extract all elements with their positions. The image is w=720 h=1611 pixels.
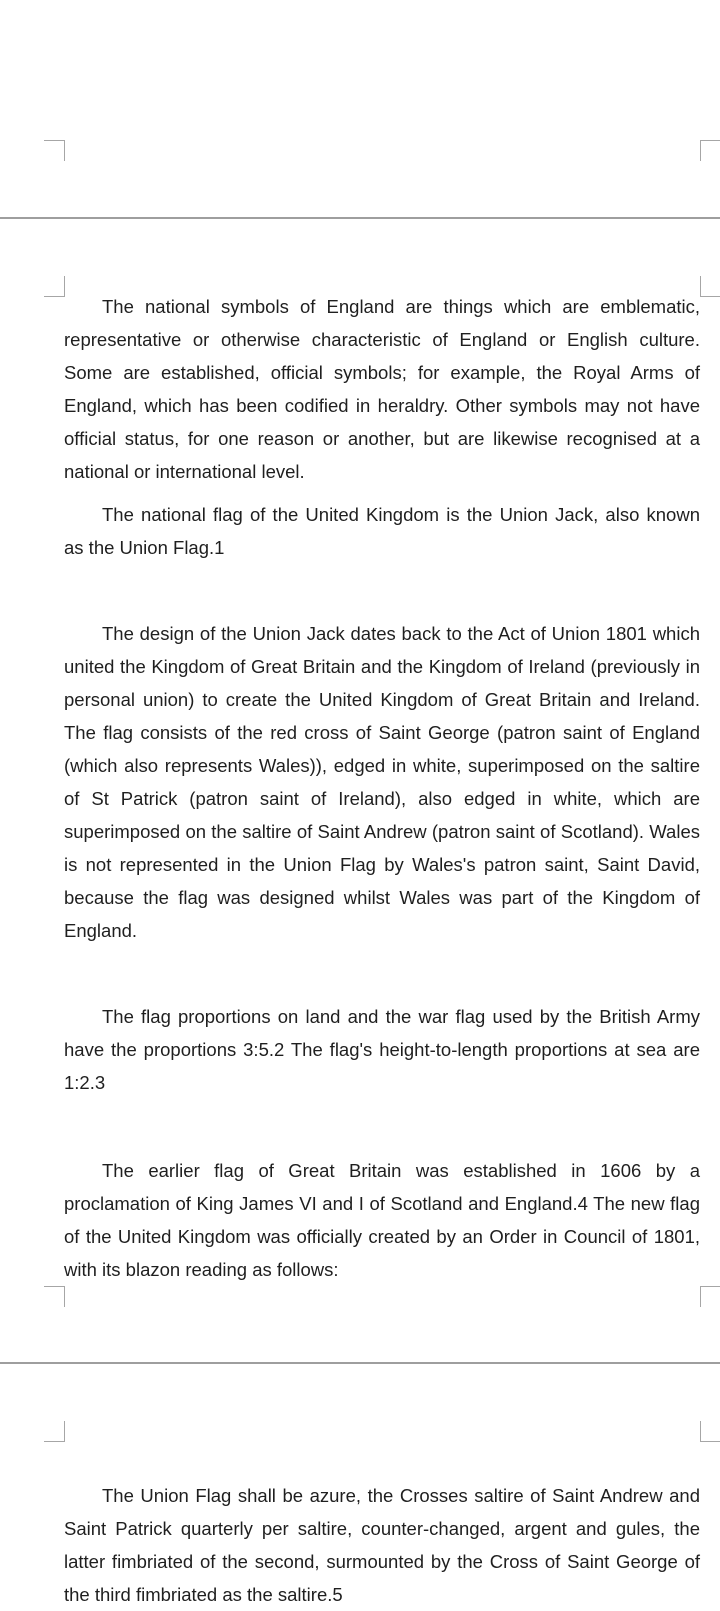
page-break-divider (0, 1362, 720, 1364)
paragraph-union-flag-blazon[interactable]: The Union Flag shall be azure, the Crosses saltire of Saint Andrew and Saint Patrick quarterly per saltire, counter-changed, argent and gules, the latter fimbriated of the second, surmounted by the Cross of Saint George of the third fimbriated as the saltire.5 (64, 1485, 700, 1605)
page-margin-mark-top-right (700, 1421, 720, 1442)
paragraph-earlier-flag[interactable]: The earlier flag of Great Britain was established in 1606 by a proclamation of King James VI and I of Scotland and England.4 The new flag of the United Kingdom was officially created by an Order in Council of 1801, with its blazon reading as follows: (64, 1160, 700, 1280)
page-margin-mark-top-left (44, 276, 65, 297)
paragraph-union-jack-intro[interactable]: The national flag of the United Kingdom is the Union Jack, also known as the Union Flag.1 (64, 504, 700, 558)
page-margin-mark-top-left (44, 1421, 65, 1442)
page-break-divider (0, 217, 720, 219)
page-margin-mark-bottom-right (700, 1286, 720, 1307)
paragraph-national-symbols[interactable]: The national symbols of England are things which are emblematic, representative or otherwise characteristic of England or English culture. Some are established, official symbols; for example, the Royal Arms of England, which has been codified in heraldry. Other symbols may not have official status, for one reason or another, but are likewise recognised at a national or international level. (64, 296, 700, 482)
page-margin-mark-bottom-right (700, 140, 720, 161)
page-margin-mark-top-right (700, 276, 720, 297)
page-margin-mark-bottom-left (44, 1286, 65, 1307)
page-margin-mark-bottom-left (44, 140, 65, 161)
paragraph-flag-proportions[interactable]: The flag proportions on land and the war flag used by the British Army have the proportions 3:5.2 The flag's height-to-length proportions at sea are 1:2.3 (64, 1006, 700, 1093)
paragraph-union-jack-design[interactable]: The design of the Union Jack dates back to the Act of Union 1801 which united the Kingdom of Great Britain and the Kingdom of Ireland (previously in personal union) to create the United Kingdom of Great Britain and Ireland. The flag consists of the red cross of Saint George (patron saint of England (which also represents Wales)), edged in white, superimposed on the saltire of St Patrick (patron saint of Ireland), also edged in white, which are superimposed on the saltire of Saint Andrew (patron saint of Scotland). Wales is not represented in the Union Flag by Wales's patron saint, Saint David, because the flag was designed whilst Wales was part of the Kingdom of England. (64, 623, 700, 941)
